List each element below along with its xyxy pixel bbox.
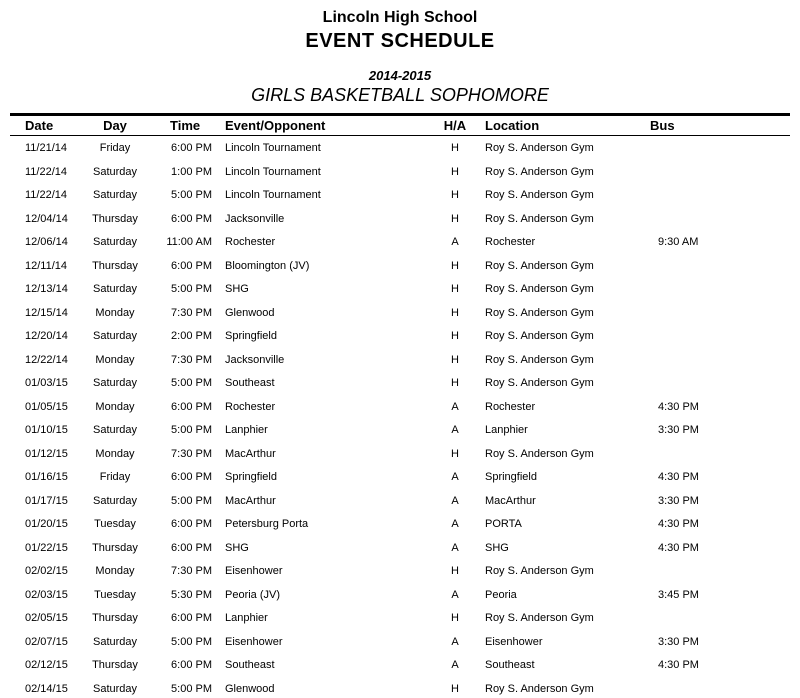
cell-bus <box>640 371 790 395</box>
cell-time: 6:00 PM <box>171 541 212 554</box>
cell-day: Saturday <box>92 682 138 695</box>
cell-bus: 3:30 PM <box>658 494 699 507</box>
cell-time: 5:00 PM <box>171 283 212 296</box>
cell-location: Roy S. Anderson Gym <box>485 565 594 578</box>
cell-date: 01/16/15 <box>25 471 68 484</box>
cell-ha: H <box>451 259 459 272</box>
cell-time: 6:00 PM <box>171 471 212 484</box>
cell-bus <box>640 324 790 348</box>
col-header-location: Location <box>475 115 640 136</box>
cell-event: Jacksonville <box>225 353 285 366</box>
cell-date: 02/12/15 <box>25 659 68 672</box>
cell-ha: H <box>451 330 459 343</box>
cell-date: 02/03/15 <box>25 588 68 601</box>
cell-time: 5:00 PM <box>171 424 212 437</box>
cell-date: 01/12/15 <box>25 447 68 460</box>
cell-date: 01/10/15 <box>25 424 68 437</box>
cell-ha: A <box>451 659 459 672</box>
col-header-bus: Bus <box>640 115 790 136</box>
cell-event: Jacksonville <box>225 212 285 225</box>
cell-location: Roy S. Anderson Gym <box>485 682 594 695</box>
cell-location: Rochester <box>485 400 536 413</box>
cell-day: Saturday <box>92 424 138 437</box>
cell-location: Eisenhower <box>485 635 543 648</box>
cell-time: 6:00 PM <box>171 400 212 413</box>
cell-date: 12/11/14 <box>25 259 68 272</box>
table-header-row <box>10 115 790 136</box>
table-row <box>10 442 790 466</box>
schedule-table <box>10 113 790 698</box>
cell-time: 7:30 PM <box>171 565 212 578</box>
cell-ha: A <box>451 494 459 507</box>
table-row <box>10 277 790 301</box>
cell-bus <box>640 183 790 207</box>
cell-time: 6:00 PM <box>171 142 212 155</box>
cell-date: 11/21/14 <box>25 142 68 155</box>
cell-bus <box>640 136 790 160</box>
cell-bus <box>640 160 790 184</box>
cell-date: 01/20/15 <box>25 518 68 531</box>
table-row <box>10 395 790 419</box>
cell-event: Lanphier <box>225 612 268 625</box>
cell-time: 6:00 PM <box>171 612 212 625</box>
cell-event: Lincoln Tournament <box>225 189 321 202</box>
cell-date: 01/05/15 <box>25 400 68 413</box>
cell-bus: 3:30 PM <box>658 635 699 648</box>
cell-ha: A <box>451 424 459 437</box>
cell-event: Glenwood <box>225 682 275 695</box>
table-row <box>10 512 790 536</box>
cell-ha: H <box>451 306 459 319</box>
cell-event: Lincoln Tournament <box>225 165 321 178</box>
cell-day: Thursday <box>92 612 138 625</box>
cell-day: Saturday <box>92 377 138 390</box>
cell-location: Lanphier <box>485 424 528 437</box>
table-row <box>10 653 790 677</box>
cell-ha: H <box>451 565 459 578</box>
cell-bus: 9:30 AM <box>658 236 699 249</box>
cell-location: SHG <box>485 541 509 554</box>
cell-event: Rochester <box>225 236 276 249</box>
cell-event: Lanphier <box>225 424 268 437</box>
cell-time: 2:00 PM <box>171 330 212 343</box>
cell-date: 12/15/14 <box>25 306 68 319</box>
cell-time: 6:00 PM <box>171 659 212 672</box>
cell-location: Roy S. Anderson Gym <box>485 165 594 178</box>
cell-time: 6:00 PM <box>171 518 212 531</box>
cell-day: Saturday <box>92 283 138 296</box>
cell-ha: A <box>451 541 459 554</box>
cell-date: 12/06/14 <box>25 236 68 249</box>
cell-date: 01/03/15 <box>25 377 68 390</box>
cell-time: 5:00 PM <box>171 189 212 202</box>
col-header-event: Event/Opponent <box>215 115 435 136</box>
cell-ha: A <box>451 518 459 531</box>
cell-bus: 4:30 PM <box>658 471 699 484</box>
cell-bus: 4:30 PM <box>658 541 699 554</box>
cell-ha: H <box>451 447 459 460</box>
cell-event: Eisenhower <box>225 565 283 578</box>
table-row <box>10 183 790 207</box>
cell-event: SHG <box>225 283 249 296</box>
cell-ha: A <box>451 635 459 648</box>
cell-bus <box>640 207 790 231</box>
table-row <box>10 418 790 442</box>
cell-bus <box>640 559 790 583</box>
cell-date: 12/13/14 <box>25 283 68 296</box>
cell-bus: 3:45 PM <box>658 588 699 601</box>
cell-time: 5:00 PM <box>171 377 212 390</box>
cell-ha: H <box>451 142 459 155</box>
cell-event: Bloomington (JV) <box>225 259 310 272</box>
cell-day: Monday <box>95 400 135 413</box>
cell-time: 6:00 PM <box>171 212 212 225</box>
cell-time: 5:00 PM <box>171 635 212 648</box>
cell-location: Rochester <box>485 236 536 249</box>
cell-day: Saturday <box>92 635 138 648</box>
cell-ha: A <box>451 400 459 413</box>
cell-date: 12/22/14 <box>25 353 68 366</box>
cell-date: 11/22/14 <box>25 165 68 178</box>
cell-event: Springfield <box>225 471 277 484</box>
table-row <box>10 583 790 607</box>
cell-time: 7:30 PM <box>171 306 212 319</box>
cell-bus: 4:30 PM <box>658 400 699 413</box>
cell-day: Thursday <box>92 212 138 225</box>
col-header-date: Date <box>10 115 85 136</box>
cell-bus <box>640 348 790 372</box>
cell-bus <box>640 254 790 278</box>
table-row <box>10 301 790 325</box>
cell-ha: H <box>451 612 459 625</box>
cell-event: MacArthur <box>225 447 276 460</box>
cell-day: Friday <box>99 471 131 484</box>
cell-event: Peoria (JV) <box>225 588 281 601</box>
cell-ha: H <box>451 189 459 202</box>
document-header <box>10 8 790 106</box>
cell-day: Monday <box>95 306 135 319</box>
schedule-table-body <box>10 136 790 698</box>
cell-event: MacArthur <box>225 494 276 507</box>
table-row <box>10 536 790 560</box>
cell-location: Roy S. Anderson Gym <box>485 212 594 225</box>
table-row <box>10 136 790 160</box>
table-row <box>10 160 790 184</box>
table-row <box>10 230 790 254</box>
cell-time: 7:30 PM <box>171 447 212 460</box>
cell-event: Glenwood <box>225 306 275 319</box>
cell-ha: A <box>451 471 459 484</box>
cell-bus: 3:30 PM <box>658 424 699 437</box>
cell-time: 5:30 PM <box>171 588 212 601</box>
cell-time: 1:00 PM <box>171 165 212 178</box>
col-header-ha: H/A <box>435 115 475 136</box>
cell-location: Roy S. Anderson Gym <box>485 353 594 366</box>
cell-bus <box>640 606 790 630</box>
table-row <box>10 207 790 231</box>
cell-bus: 4:30 PM <box>658 518 699 531</box>
cell-location: MacArthur <box>485 494 536 507</box>
table-row <box>10 489 790 513</box>
table-row <box>10 371 790 395</box>
school-name: Lincoln High School <box>322 9 478 26</box>
cell-location: Roy S. Anderson Gym <box>485 259 594 272</box>
table-row <box>10 559 790 583</box>
table-row <box>10 465 790 489</box>
cell-time: 7:30 PM <box>171 353 212 366</box>
cell-event: Rochester <box>225 400 276 413</box>
cell-ha: H <box>451 682 459 695</box>
cell-ha: H <box>451 353 459 366</box>
cell-time: 5:00 PM <box>171 494 212 507</box>
cell-location: Southeast <box>485 659 535 672</box>
cell-event: Southeast <box>225 377 275 390</box>
cell-location: Roy S. Anderson Gym <box>485 330 594 343</box>
cell-day: Saturday <box>92 494 138 507</box>
cell-bus <box>640 301 790 325</box>
table-row <box>10 677 790 698</box>
cell-location: Roy S. Anderson Gym <box>485 189 594 202</box>
cell-location: Peoria <box>485 588 517 601</box>
table-row <box>10 630 790 654</box>
cell-day: Tuesday <box>94 518 136 531</box>
cell-ha: H <box>451 165 459 178</box>
team-title: GIRLS BASKETBALL SOPHOMORE <box>251 84 549 105</box>
cell-location: Roy S. Anderson Gym <box>485 142 594 155</box>
cell-ha: A <box>451 236 459 249</box>
cell-location: Roy S. Anderson Gym <box>485 377 594 390</box>
cell-ha: H <box>451 212 459 225</box>
cell-day: Saturday <box>92 330 138 343</box>
table-row <box>10 254 790 278</box>
cell-day: Thursday <box>92 541 138 554</box>
cell-date: 02/14/15 <box>25 682 68 695</box>
cell-location: Roy S. Anderson Gym <box>485 612 594 625</box>
cell-time: 5:00 PM <box>171 682 212 695</box>
cell-bus <box>640 277 790 301</box>
col-header-day: Day <box>85 115 145 136</box>
cell-ha: A <box>451 588 459 601</box>
cell-date: 01/17/15 <box>25 494 68 507</box>
cell-day: Friday <box>99 142 131 155</box>
cell-location: PORTA <box>485 518 522 531</box>
table-row <box>10 348 790 372</box>
cell-event: Southeast <box>225 659 275 672</box>
cell-date: 01/22/15 <box>25 541 68 554</box>
cell-bus <box>640 442 790 466</box>
cell-day: Tuesday <box>94 588 136 601</box>
table-row <box>10 324 790 348</box>
cell-location: Roy S. Anderson Gym <box>485 306 594 319</box>
cell-day: Monday <box>95 565 135 578</box>
cell-date: 11/22/14 <box>25 189 68 202</box>
cell-day: Thursday <box>92 659 138 672</box>
cell-event: Eisenhower <box>225 635 283 648</box>
cell-event: Lincoln Tournament <box>225 142 321 155</box>
cell-bus: 4:30 PM <box>658 659 699 672</box>
cell-time: 11:00 AM <box>166 236 212 249</box>
cell-day: Monday <box>95 353 135 366</box>
cell-date: 02/05/15 <box>25 612 68 625</box>
cell-day: Monday <box>95 447 135 460</box>
cell-day: Saturday <box>92 165 138 178</box>
cell-bus <box>640 677 790 698</box>
table-row <box>10 606 790 630</box>
cell-date: 12/20/14 <box>25 330 68 343</box>
cell-location: Springfield <box>485 471 537 484</box>
season-label: 2014-2015 <box>368 68 432 84</box>
cell-day: Thursday <box>92 259 138 272</box>
cell-time: 6:00 PM <box>171 259 212 272</box>
cell-date: 02/02/15 <box>25 565 68 578</box>
cell-date: 02/07/15 <box>25 635 68 648</box>
cell-day: Saturday <box>92 236 138 249</box>
cell-event: Petersburg Porta <box>225 518 309 531</box>
cell-day: Saturday <box>92 189 138 202</box>
cell-event: SHG <box>225 541 249 554</box>
cell-ha: H <box>451 283 459 296</box>
page-title: EVENT SCHEDULE <box>305 30 495 53</box>
col-header-time: Time <box>145 115 215 136</box>
cell-date: 12/04/14 <box>25 212 68 225</box>
cell-location: Roy S. Anderson Gym <box>485 447 594 460</box>
cell-location: Roy S. Anderson Gym <box>485 283 594 296</box>
cell-event: Springfield <box>225 330 277 343</box>
cell-ha: H <box>451 377 459 390</box>
